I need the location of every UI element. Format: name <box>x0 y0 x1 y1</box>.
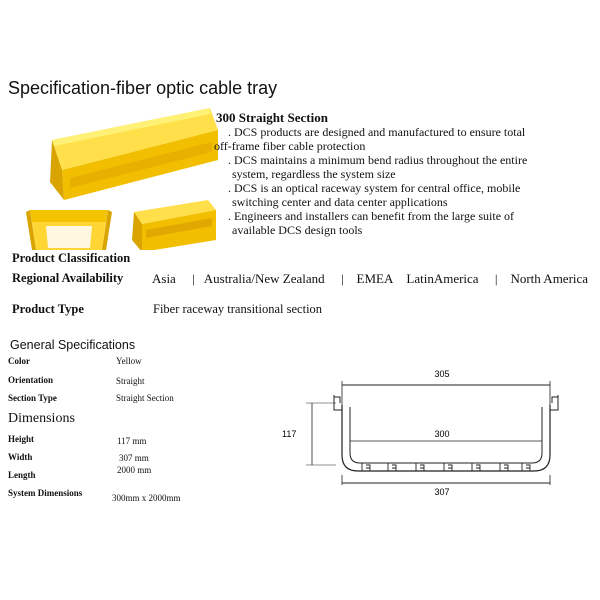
spec-label-color: Color <box>8 356 30 366</box>
bullet-line-1: . DCS products are designed and manufactured to ensure total <box>228 125 526 139</box>
dim-label-length: Length <box>8 470 36 480</box>
bullet-line-6: switching center and data center applications <box>232 195 448 209</box>
general-specs-heading: General Specifications <box>10 338 136 352</box>
dim-label-307: 307 <box>434 487 450 497</box>
product-type-label: Product Type <box>12 302 84 316</box>
region-latin-america: LatinAmerica <box>406 271 479 286</box>
tray-small-left-image <box>26 210 112 250</box>
section-heading: 300 Straight Section <box>216 110 328 125</box>
bullet-line-2: off-frame fiber cable protection <box>214 139 366 153</box>
product-type-value: Fiber raceway transitional section <box>153 302 323 316</box>
tray-small-right-image <box>132 200 216 250</box>
spec-value-color: Yellow <box>116 356 142 366</box>
spec-label-orientation: Orientation <box>8 375 53 385</box>
region-emea: EMEA <box>356 271 394 286</box>
region-australia: Australia/New Zealand <box>203 271 325 286</box>
bullet-line-3: . DCS maintains a minimum bend radius throughout the entire <box>228 153 528 167</box>
spec-label-section-type: Section Type <box>8 393 57 403</box>
region-north-america: North America <box>510 271 589 286</box>
regional-availability-label: Regional Availability <box>12 271 124 285</box>
bullet-line-5: . DCS is an optical raceway system for central office, mobile <box>228 181 521 195</box>
tray-large-image <box>50 108 218 200</box>
region-separator: | <box>340 271 344 286</box>
dim-value-system: 300mm x 2000mm <box>112 493 181 503</box>
dim-label-117: 117 <box>282 429 297 439</box>
spec-value-section-type: Straight Section <box>116 393 174 403</box>
dim-label-305: 305 <box>434 369 450 379</box>
region-separator: | <box>494 271 498 286</box>
product-images <box>22 100 222 250</box>
spec-value-orientation: Straight <box>116 376 145 386</box>
product-classification-heading: Product Classification <box>12 251 131 265</box>
cross-section-diagram <box>270 355 570 505</box>
bullet-line-7: . Engineers and installers can benefit from the large suite of <box>228 209 515 223</box>
dimensions-heading: Dimensions <box>8 411 75 426</box>
dim-value-length: 2000 mm <box>117 465 152 475</box>
region-separator: | <box>192 271 195 286</box>
page-title: Specification-fiber optic cable tray <box>8 78 278 98</box>
dim-label-300: 300 <box>434 429 450 439</box>
dim-label-height: Height <box>8 434 34 444</box>
region-asia: Asia <box>152 271 176 286</box>
dim-value-height: 117 mm <box>117 436 147 446</box>
bullet-line-4: system, regardless the system size <box>232 167 396 181</box>
dim-label-system: System Dimensions <box>8 488 83 498</box>
dim-value-width: 307 mm <box>119 453 149 463</box>
regions-list <box>152 271 588 287</box>
bullet-line-8: available DCS design tools <box>232 223 363 237</box>
bottom-channels <box>362 463 530 471</box>
dim-label-width: Width <box>8 452 33 462</box>
section-bullets <box>214 125 527 237</box>
